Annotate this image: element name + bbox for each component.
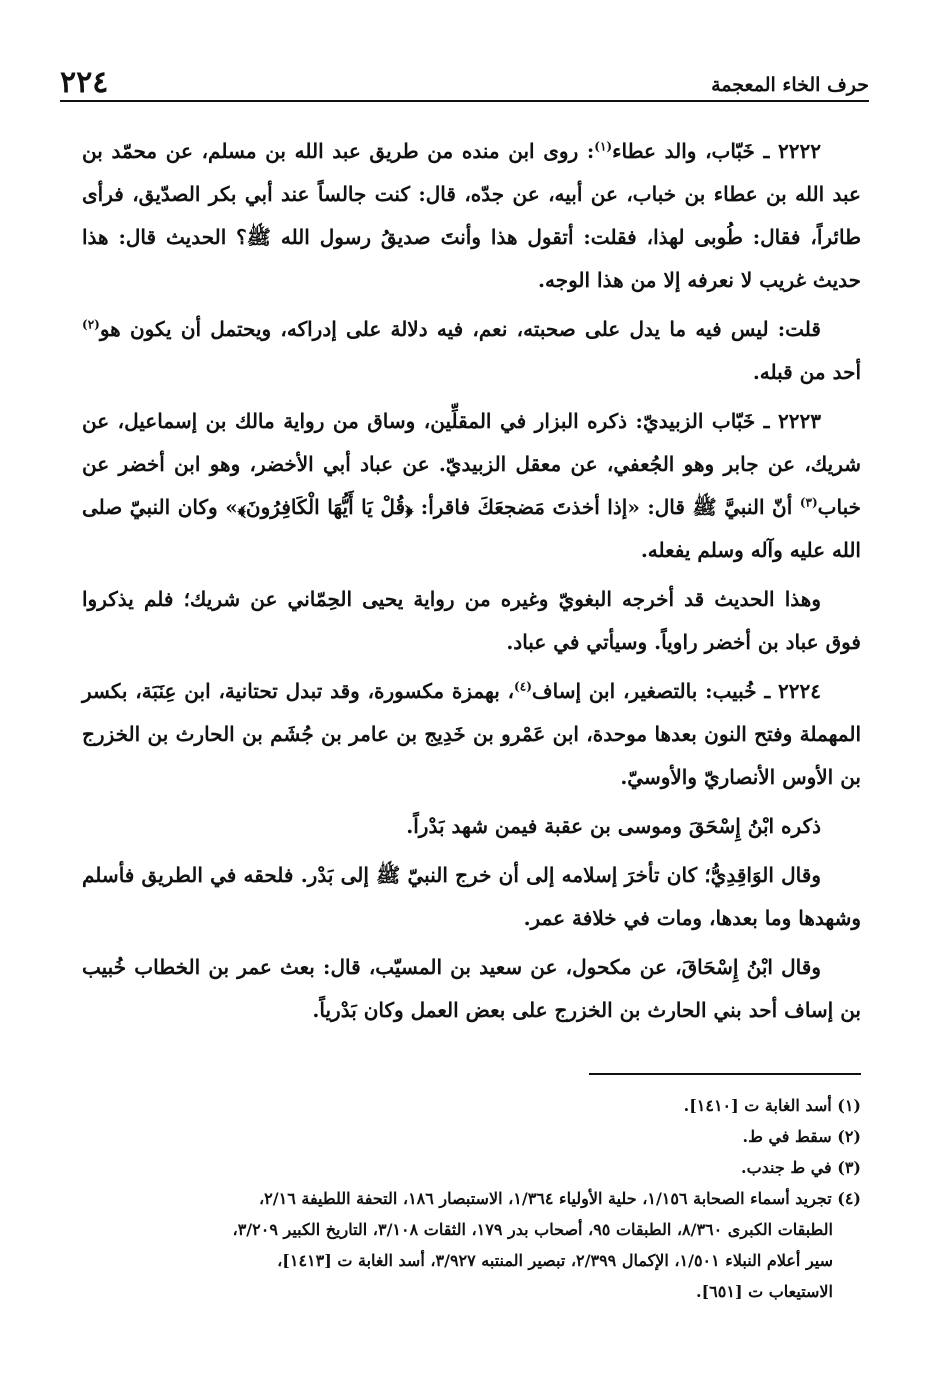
footnote-4-continuation: سير أعلام النبلاء ١/٥٠١، الإكمال ٢/٣٩٩، تبصير المنتبه ٣/٩٢٧، أسد الغابة ت [١٤١٣]،: [277, 1251, 833, 1270]
entry-text: : بالتصغير، ابن إساف: [531, 679, 713, 703]
footnote-4: (٤) تجريد أسماء الصحابة ١/١٥٦، حلية الأولياء ١/٣٦٤، الاستبصار ١٨٦، التحفة اللطيفة ٢/١٦،: [259, 1189, 861, 1208]
entry-heading: ٢٢٢٣ ـ خَبّاب الزبيديّ: [642, 409, 821, 433]
comment-paragraph: [82, 578, 861, 664]
entry-text: أنّ النبيَّ ﷺ قال: «إذا أخذتَ مَضجعَكَ فاقرأ: ﴿قُلْ يَا أَيُّهَا الْكَافِرُونَ﴾» وكان النبيّ صلى الله عليه وآله وسلم يفعله.: [82, 495, 861, 562]
footnote-3: (٣) في ط جندب.: [741, 1158, 861, 1177]
entry-text: : روى ابن منده من طريق عبد الله بن مسلم، عن محمّد بن عبد الله بن عطاء بن خباب، عن أبيه، عن جدّه، قال: كنت جالساً عند أبي بكر الصدّيق، فرأى طائراً، فقال: طُوبى لهذا، فقلت: أتقول هذا وأنتَ صديقُ رسول الله ﷺ؟ الحديث قال: هذا حديث غريب لا نعرفه إلا من هذا الوجه.: [82, 139, 861, 292]
footnote-divider: [589, 1073, 861, 1075]
comment-paragraph: [82, 805, 861, 848]
entry-2223: [82, 400, 861, 572]
footnotes: [82, 1090, 861, 1307]
footnote-ref: (١): [594, 139, 613, 154]
paragraph-text: وقال الوَاقِدِيُّ؛ كان تأخرَ إسلامه إلى أن خرج النبيّ ﷺ إلى بَدْر. فلحقه في الطريق فأسلم وشهدها وما بعدها، ومات في خلافة عمر.: [82, 863, 861, 930]
footnote-2: (٢) سقط في ط.: [742, 1127, 861, 1146]
running-title: حرف الخاء المعجمة: [711, 74, 869, 96]
entry-heading: ٢٢٢٤ ـ خُبيب: [712, 679, 821, 703]
footnote-ref: (٣): [799, 495, 818, 510]
main-text: [82, 130, 861, 1038]
paragraph-text: قلت: ليس فيه ما يدل على صحبته، نعم، فيه دلالة على إدراكه، ويحتمل أن يكون هو: [99, 317, 821, 341]
entry-text: : ذكره البزار في المقلِّين، وساق من رواية مالك بن إسماعيل، عن شريك، عن جابر وهو الجُعفي، عن معقل الزبيديّ. عن عباد أبي الأخضر، وهو ابن أخضر عن خباب: [82, 409, 861, 519]
entry-2222: [82, 130, 861, 302]
comment-paragraph: [82, 854, 861, 940]
comment-paragraph: [82, 946, 861, 1032]
footnote-ref: (٤): [514, 679, 532, 694]
comment-paragraph: [82, 308, 861, 394]
footnote-ref: (٢): [82, 317, 100, 332]
paragraph-text: أحد من قبله.: [752, 360, 861, 384]
entry-heading: ٢٢٢٢ ـ خَبّاب، والد عطاء: [612, 139, 821, 163]
entry-text: ، بهمزة مكسورة، وقد تبدل تحتانية، ابن عِنَبَة، بكسر المهملة وفتح النون بعدها موحدة، ابن عَمْرو بن خَدِيج بن عامر بن جُشَم بن الحارث بن الخزرج بن الأوس الأنصاريّ والأوسيّ.: [82, 679, 861, 789]
paragraph-text: وهذا الحديث قد أخرجه البغويّ وغيره من رواية يحيى الحِمّاني عن شريك؛ فلم يذكروا فوق عباد بن أخضر راوياً. وسيأتي في عباد.: [82, 587, 861, 654]
paragraph-text: ذكره ابْنُ إِسْحَقَ وموسى بن عقبة فيمن شهد بَدْراً.: [406, 814, 821, 838]
footnote-1: (١) أسد الغابة ت [١٤١٠].: [683, 1096, 861, 1115]
paragraph-text: وقال ابْنُ إِسْحَاقَ، عن مكحول، عن سعيد بن المسيّب، قال: بعث عمر بن الخطاب خُبيب بن إساف أحد بني الحارث بن الخزرج على بعض العمل وكان بَدْرياً.: [82, 955, 861, 1022]
footnote-4-continuation: الاستيعاب ت [٦٥١].: [696, 1282, 833, 1301]
page-header: [60, 66, 869, 102]
page-number: ٢٢٤: [60, 65, 109, 100]
footnote-4-continuation: الطبقات الكبرى ٨/٣٦٠، الطبقات ٩٥، أصحاب بدر ١٧٩، الثقات ٣/١٠٨، التاريخ الكبير ٣/٢٠٩،: [232, 1220, 833, 1239]
entry-2224: [82, 670, 861, 799]
